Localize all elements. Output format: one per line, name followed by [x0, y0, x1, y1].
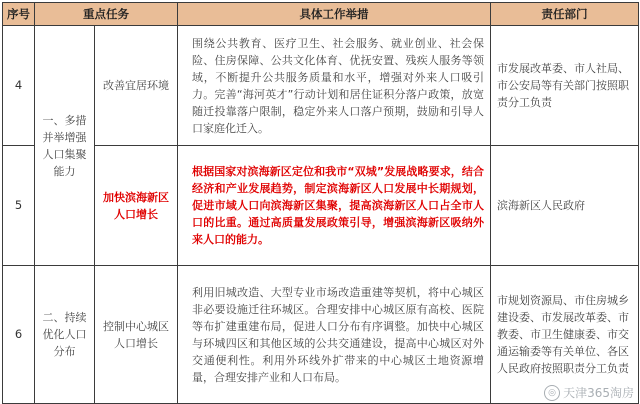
measure-cell: 利用旧城改造、大型专业市场改造重建等契机，将中心城区非必要设施迁往环城区。合理安排中心城区原有高校、医院等布扩建重建布局，促进人口分布有序调整。加快中心城区与环城四区和其他区域的公共交通建设，提高中心城区对外交通便利性。利用外环线外扩带来的中心城区土地资源增量，合理安排产业和人口布局。 [178, 266, 491, 404]
row-number: 5 [3, 146, 35, 266]
measure-cell: 围绕公共教育、医疗卫生、社会服务、就业创业、社会保险、住房保障、公共文化体育、优抚安置、残疾人服务等领域，不断提升公共服务质量和水平，增强对外来人口吸引力。完善“海河英才”行动计划和居住证积分落户政策，放宽随迁投靠落户限制，稳定外来人口落户预期，鼓励和引导人口家庭化迁入。 [178, 26, 491, 146]
dept-cell: 滨海新区人民政府 [491, 146, 639, 266]
row-number: 6 [3, 266, 35, 404]
table-row [3, 266, 639, 404]
header-measures: 具体工作举措 [178, 3, 491, 26]
header-dept: 责任部门 [491, 3, 639, 26]
group-label: 二、持续优化人口分布 [35, 266, 95, 404]
header-key-task: 重点任务 [35, 3, 178, 26]
dept-cell: 市规划资源局、市住房城乡建设委、市发展改革委、市教委、市卫生健康委、市交通运输委等有关单位、各区人民政府按照职责分工负责 [491, 266, 639, 404]
table-row [3, 146, 639, 266]
watermark-text: 天津365淘房 [563, 386, 634, 400]
dept-cell: 市发展改革委、市人社局、市公安局等有关部门按照职责分工负责 [491, 26, 639, 146]
header-seq: 序号 [3, 3, 35, 26]
measure-cell: 根据国家对滨海新区定位和我市“双城”发展战略要求，结合经济和产业发展趋势，制定滨海新区人口发展中长期规划，促进市域人口向滨海新区集聚，提高滨海新区人口占全市人口的比重。通过高质量发展政策引导，增强滨海新区吸纳外来人口的能力。 [178, 146, 491, 266]
watermark [544, 384, 634, 401]
row-number: 4 [3, 26, 35, 146]
subtask-cell: 加快滨海新区人口增长 [95, 146, 178, 266]
watermark-logo-icon: ◎ [544, 385, 560, 401]
table-row [3, 26, 639, 146]
header-row [3, 3, 639, 26]
group-label: 一、多措并举增强人口集聚能力 [35, 26, 95, 266]
subtask-cell: 改善宜居环境 [95, 26, 178, 146]
policy-table [2, 2, 639, 404]
subtask-cell: 控制中心城区人口增长 [95, 266, 178, 404]
